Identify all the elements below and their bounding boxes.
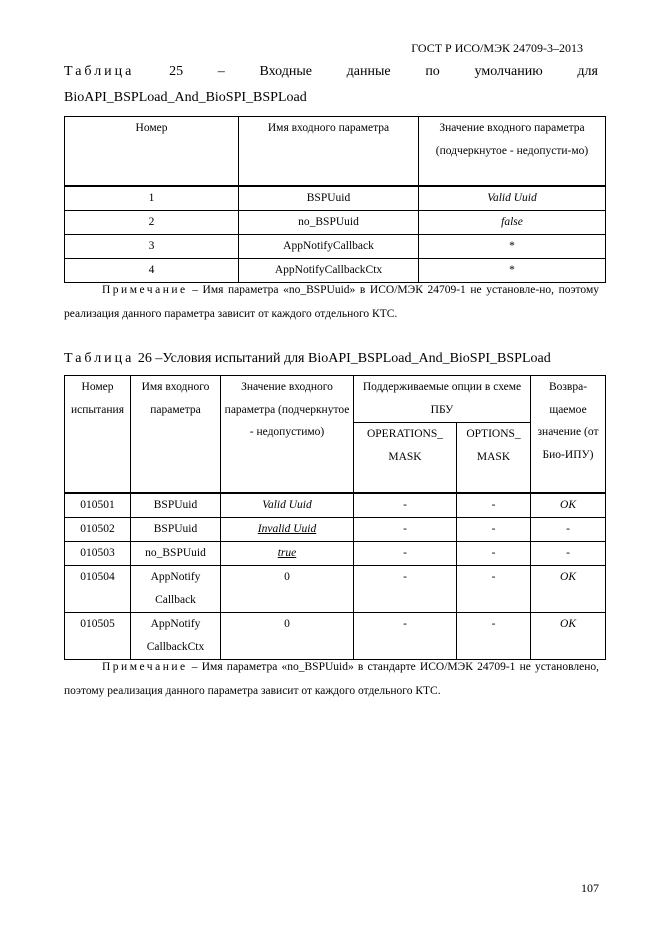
cell: true (221, 542, 354, 566)
cell: AppNotifyCallback (239, 235, 419, 259)
cell: - (457, 566, 531, 613)
cell: - (457, 518, 531, 542)
caption-word: данные (346, 64, 391, 79)
note-label: Примечание (102, 284, 188, 296)
table26 (64, 375, 606, 660)
cell: - (531, 518, 606, 542)
cell: Valid Uuid (419, 186, 606, 211)
table-row (65, 211, 606, 235)
cell: - (457, 542, 531, 566)
cell: 0 (221, 566, 354, 613)
caption-word: для (577, 64, 598, 79)
cell: Invalid Uuid (221, 518, 354, 542)
note-label: Примечание (102, 661, 188, 673)
cell: BSPUuid (131, 493, 221, 518)
caption-word: по (425, 64, 440, 79)
cell: 010502 (65, 518, 131, 542)
cell: AppNotify CallbackCtx (131, 613, 221, 660)
cell: 0 (221, 613, 354, 660)
cell: - (354, 493, 457, 518)
cell: - (354, 518, 457, 542)
note-text: – Имя параметра «no_BSPUuid» в ИСО/МЭК 24709-1 не установле-но, поэтому реализация данного параметра зависит от каждого отдельного КТС. (64, 284, 599, 320)
cell: Valid Uuid (221, 493, 354, 518)
cell: BSPUuid (131, 518, 221, 542)
header-cell-operations-mask: OPERATIONS_ MASK (354, 423, 457, 494)
table-row (65, 613, 606, 660)
header-cell-name: Имя входного параметра (131, 376, 221, 494)
cell: 3 (65, 235, 239, 259)
table25-note (64, 278, 599, 326)
header-cell-value: Значение входного параметра (подчеркнутое - недопустимо) (221, 376, 354, 494)
cell: - (354, 542, 457, 566)
header-cell: Номер (65, 117, 239, 187)
table25 (64, 116, 606, 283)
table-row (65, 542, 606, 566)
table-row (65, 493, 606, 518)
table-row (65, 518, 606, 542)
cell: - (354, 613, 457, 660)
cell: OK (531, 566, 606, 613)
cell: false (419, 211, 606, 235)
table-row (65, 566, 606, 613)
cell: AppNotify Callback (131, 566, 221, 613)
header-cell-number: Номер испытания (65, 376, 131, 494)
table25-caption-line1 (64, 64, 598, 80)
cell: no_BSPUuid (131, 542, 221, 566)
cell: 1 (65, 186, 239, 211)
cell: 2 (65, 211, 239, 235)
header-cell: Значение входного параметра (подчеркнутое - недопусти-мо) (419, 117, 606, 187)
note-text: – Имя параметра «no_BSPUuid» в стандарте ИСО/МЭК 24709-1 не установлено, поэтому реализация данного параметра зависит от каждого отдельного КТС. (64, 661, 599, 697)
table26-note (64, 655, 599, 703)
running-header: ГОСТ Р ИСО/МЭК 24709-3–2013 (411, 41, 583, 55)
table-row (65, 186, 606, 211)
cell: - (354, 566, 457, 613)
cell: - (531, 542, 606, 566)
cell: 010501 (65, 493, 131, 518)
header-cell: Имя входного параметра (239, 117, 419, 187)
cell: AppNotifyCallbackCtx (239, 259, 419, 283)
caption-word: – (217, 64, 225, 79)
cell: OK (531, 613, 606, 660)
cell: * (419, 235, 606, 259)
cell: 010503 (65, 542, 131, 566)
cell: OK (531, 493, 606, 518)
header-cell-options-mask: OPTIONS_ MASK (457, 423, 531, 494)
caption-word: умолчанию (474, 64, 543, 79)
cell: - (457, 613, 531, 660)
page-number: 107 (581, 881, 599, 895)
cell: - (457, 493, 531, 518)
table25-caption-line2: BioAPI_BSPLoad_And_BioSPI_BSPLoad (64, 90, 307, 105)
cell: no_BSPUuid (239, 211, 419, 235)
caption-label: Таблица (64, 351, 135, 366)
table-header-row (65, 376, 606, 423)
table-row (65, 235, 606, 259)
header-cell-returned: Возвра-щаемое значение (от Био-ИПУ) (531, 376, 606, 494)
cell: 4 (65, 259, 239, 283)
table26-caption (64, 351, 551, 367)
cell: 010505 (65, 613, 131, 660)
caption-text: 26 –Условия испытаний для BioAPI_BSPLoad_And_BioSPI_BSPLoad (134, 351, 551, 366)
caption-word: Входные (259, 64, 312, 79)
cell: * (419, 259, 606, 283)
table-header-row (65, 117, 606, 187)
cell: 010504 (65, 566, 131, 613)
cell: BSPUuid (239, 186, 419, 211)
caption-word: Таблица (64, 64, 135, 79)
caption-word: 25 (169, 64, 184, 79)
header-cell-options-group: Поддерживаемые опции в схеме ПБУ (354, 376, 531, 423)
